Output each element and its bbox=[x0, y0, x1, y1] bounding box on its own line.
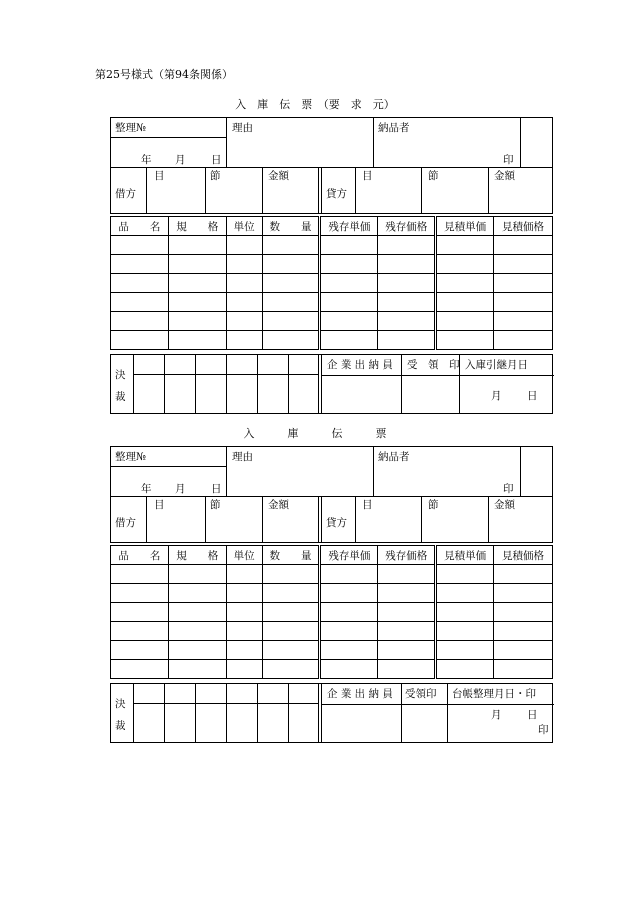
table-row bbox=[111, 584, 553, 603]
item-cell[interactable] bbox=[494, 622, 553, 641]
daicho-seiri-label: 台帳整理月日・印 bbox=[452, 688, 536, 700]
form-number-note: 第25号様式（第94条関係） bbox=[95, 68, 233, 81]
item-cell[interactable] bbox=[111, 603, 169, 622]
table-row bbox=[111, 641, 553, 660]
item-cell[interactable] bbox=[226, 236, 262, 255]
item-cell[interactable] bbox=[320, 331, 378, 350]
item-cell[interactable] bbox=[436, 660, 494, 679]
item-cell[interactable] bbox=[262, 603, 320, 622]
table-row bbox=[111, 622, 553, 641]
nyuko-hikitsugi-label: 入庫引継月日 bbox=[465, 359, 528, 371]
item-cell[interactable] bbox=[168, 293, 226, 312]
kessai-label-bottom: 裁 bbox=[115, 391, 126, 403]
item-cell[interactable] bbox=[378, 641, 436, 660]
item-cell[interactable] bbox=[168, 641, 226, 660]
item-cell[interactable] bbox=[436, 331, 494, 350]
date-year-label: 年 bbox=[141, 483, 152, 495]
item-cell[interactable] bbox=[111, 584, 169, 603]
suitoin-label: 企 業 出 納 員 bbox=[327, 359, 393, 371]
col-suryo: 数 量 bbox=[262, 217, 320, 236]
item-cell[interactable] bbox=[436, 641, 494, 660]
item-cell[interactable] bbox=[378, 584, 436, 603]
item-cell[interactable] bbox=[378, 312, 436, 331]
item-cell[interactable] bbox=[168, 255, 226, 274]
debit-moku-label: 目 bbox=[154, 170, 165, 182]
approval-day-label: 日 bbox=[527, 390, 538, 402]
seiri-no-label: 整理№ bbox=[115, 122, 146, 134]
item-cell[interactable] bbox=[378, 274, 436, 293]
item-cell[interactable] bbox=[436, 274, 494, 293]
item-cell[interactable] bbox=[320, 293, 378, 312]
item-cell[interactable] bbox=[378, 331, 436, 350]
debit-kingaku-label: 金額 bbox=[268, 499, 289, 511]
date-year-label: 年 bbox=[141, 154, 152, 166]
item-cell[interactable] bbox=[262, 641, 320, 660]
item-cell[interactable] bbox=[226, 603, 262, 622]
item-cell[interactable] bbox=[436, 622, 494, 641]
approval-month-label: 月 bbox=[491, 390, 502, 402]
item-cell[interactable] bbox=[378, 236, 436, 255]
item-cell[interactable] bbox=[226, 622, 262, 641]
item-cell[interactable] bbox=[168, 331, 226, 350]
juryoin-label: 受 領 印 bbox=[407, 359, 460, 371]
item-cell[interactable] bbox=[320, 641, 378, 660]
item-cell[interactable] bbox=[111, 236, 169, 255]
form-2-accounts-block bbox=[110, 496, 553, 543]
item-cell[interactable] bbox=[226, 565, 262, 584]
item-cell[interactable] bbox=[436, 293, 494, 312]
item-cell[interactable] bbox=[262, 660, 320, 679]
items-header-row bbox=[111, 217, 553, 236]
table-row bbox=[111, 660, 553, 679]
col-hinmei: 品 名 bbox=[111, 546, 169, 565]
item-cell[interactable] bbox=[226, 293, 262, 312]
item-cell[interactable] bbox=[320, 236, 378, 255]
seal-mark: 印 bbox=[503, 154, 514, 166]
item-cell[interactable] bbox=[262, 293, 320, 312]
item-cell[interactable] bbox=[262, 274, 320, 293]
credit-kingaku-label: 金額 bbox=[494, 170, 515, 182]
form-1-accounts-block bbox=[110, 167, 553, 214]
item-cell[interactable] bbox=[494, 584, 553, 603]
date-month-label: 月 bbox=[175, 483, 186, 495]
juryoin-label: 受領印 bbox=[405, 688, 437, 700]
item-cell[interactable] bbox=[226, 274, 262, 293]
table-row bbox=[111, 331, 553, 350]
item-cell[interactable] bbox=[320, 312, 378, 331]
item-cell[interactable] bbox=[320, 255, 378, 274]
item-cell[interactable] bbox=[111, 622, 169, 641]
table-row bbox=[111, 255, 553, 274]
col-kikaku: 規 格 bbox=[168, 546, 226, 565]
item-cell[interactable] bbox=[111, 293, 169, 312]
col-zanzon-tanka: 残存単価 bbox=[320, 217, 378, 236]
item-cell[interactable] bbox=[436, 312, 494, 331]
item-cell[interactable] bbox=[436, 565, 494, 584]
table-row bbox=[111, 236, 553, 255]
item-cell[interactable] bbox=[262, 584, 320, 603]
item-cell[interactable] bbox=[262, 236, 320, 255]
credit-moku-label: 目 bbox=[362, 499, 373, 511]
table-row bbox=[111, 565, 553, 584]
form-1-approval-block bbox=[110, 354, 553, 414]
credit-label: 貸方 bbox=[326, 517, 347, 529]
item-cell[interactable] bbox=[226, 255, 262, 274]
item-cell[interactable] bbox=[494, 236, 553, 255]
item-cell[interactable] bbox=[226, 641, 262, 660]
item-cell[interactable] bbox=[226, 312, 262, 331]
kessai-label-bottom: 裁 bbox=[115, 720, 126, 732]
table-row bbox=[111, 603, 553, 622]
approval-month-label: 月 bbox=[491, 709, 502, 721]
item-cell[interactable] bbox=[168, 312, 226, 331]
item-cell[interactable] bbox=[320, 565, 378, 584]
item-cell[interactable] bbox=[378, 255, 436, 274]
debit-kingaku-label: 金額 bbox=[268, 170, 289, 182]
item-cell[interactable] bbox=[494, 565, 553, 584]
item-cell[interactable] bbox=[494, 603, 553, 622]
form-1-items-grid bbox=[110, 216, 553, 350]
approval-day-label: 日 bbox=[527, 709, 538, 721]
item-cell[interactable] bbox=[262, 331, 320, 350]
col-kikaku: 規 格 bbox=[168, 217, 226, 236]
item-cell[interactable] bbox=[111, 660, 169, 679]
items-table bbox=[110, 216, 553, 350]
item-cell[interactable] bbox=[494, 312, 553, 331]
item-cell[interactable] bbox=[436, 603, 494, 622]
col-zanzon-kakaku: 残存価格 bbox=[378, 546, 436, 565]
suitoin-label: 企 業 出 納 員 bbox=[327, 688, 393, 700]
item-cell[interactable] bbox=[111, 312, 169, 331]
nohinsha-label: 納品者 bbox=[378, 122, 410, 134]
item-cell[interactable] bbox=[494, 331, 553, 350]
item-cell[interactable] bbox=[226, 660, 262, 679]
credit-kingaku-label: 金額 bbox=[494, 499, 515, 511]
credit-setsu-label: 節 bbox=[428, 499, 439, 511]
item-cell[interactable] bbox=[111, 331, 169, 350]
nohinsha-label: 納品者 bbox=[378, 451, 410, 463]
item-cell[interactable] bbox=[378, 622, 436, 641]
form-1-info-block bbox=[110, 117, 553, 168]
col-hinmei: 品 名 bbox=[111, 217, 169, 236]
form-2-info-block bbox=[110, 446, 553, 497]
item-cell[interactable] bbox=[168, 236, 226, 255]
riyu-label: 理由 bbox=[232, 122, 253, 134]
item-cell[interactable] bbox=[320, 603, 378, 622]
form-2-approval-block bbox=[110, 683, 553, 743]
debit-setsu-label: 節 bbox=[210, 170, 221, 182]
item-cell[interactable] bbox=[262, 255, 320, 274]
date-day-label: 日 bbox=[211, 154, 222, 166]
item-cell[interactable] bbox=[111, 255, 169, 274]
item-cell[interactable] bbox=[494, 660, 553, 679]
col-tani: 単位 bbox=[226, 546, 262, 565]
item-cell[interactable] bbox=[320, 274, 378, 293]
credit-label: 貸方 bbox=[326, 188, 347, 200]
riyu-label: 理由 bbox=[232, 451, 253, 463]
kessai-label-top: 決 bbox=[115, 698, 126, 710]
item-cell[interactable] bbox=[262, 565, 320, 584]
debit-label: 借方 bbox=[115, 188, 136, 200]
date-day-label: 日 bbox=[211, 483, 222, 495]
item-cell[interactable] bbox=[168, 603, 226, 622]
item-cell[interactable] bbox=[378, 603, 436, 622]
col-zanzon-kakaku: 残存価格 bbox=[378, 217, 436, 236]
debit-label: 借方 bbox=[115, 517, 136, 529]
item-cell[interactable] bbox=[262, 312, 320, 331]
col-mitsumori-tanka: 見積単価 bbox=[436, 546, 494, 565]
approval-seal-mark: 印 bbox=[538, 724, 549, 736]
item-cell[interactable] bbox=[168, 622, 226, 641]
debit-setsu-label: 節 bbox=[210, 499, 221, 511]
form-2-items-grid bbox=[110, 545, 553, 679]
credit-moku-label: 目 bbox=[362, 170, 373, 182]
table-row bbox=[111, 293, 553, 312]
item-cell[interactable] bbox=[494, 641, 553, 660]
item-cell[interactable] bbox=[111, 641, 169, 660]
table-row bbox=[111, 274, 553, 293]
seiri-no-label: 整理№ bbox=[115, 451, 146, 463]
item-cell[interactable] bbox=[320, 584, 378, 603]
item-cell[interactable] bbox=[262, 622, 320, 641]
items-header-row bbox=[111, 546, 553, 565]
item-cell[interactable] bbox=[320, 622, 378, 641]
item-cell[interactable] bbox=[436, 255, 494, 274]
col-suryo: 数 量 bbox=[262, 546, 320, 565]
item-cell[interactable] bbox=[168, 660, 226, 679]
item-cell[interactable] bbox=[111, 565, 169, 584]
debit-moku-label: 目 bbox=[154, 499, 165, 511]
date-month-label: 月 bbox=[175, 154, 186, 166]
seal-mark: 印 bbox=[503, 483, 514, 495]
kessai-label-top: 決 bbox=[115, 369, 126, 381]
item-cell[interactable] bbox=[320, 660, 378, 679]
item-cell[interactable] bbox=[378, 565, 436, 584]
col-mitsumori-kakaku: 見積価格 bbox=[494, 546, 553, 565]
item-cell[interactable] bbox=[436, 236, 494, 255]
item-cell[interactable] bbox=[168, 584, 226, 603]
col-tani: 単位 bbox=[226, 217, 262, 236]
item-cell[interactable] bbox=[494, 293, 553, 312]
item-cell[interactable] bbox=[494, 274, 553, 293]
item-cell[interactable] bbox=[226, 331, 262, 350]
item-cell[interactable] bbox=[168, 274, 226, 293]
item-cell[interactable] bbox=[168, 565, 226, 584]
item-cell[interactable] bbox=[436, 584, 494, 603]
item-cell[interactable] bbox=[111, 274, 169, 293]
item-cell[interactable] bbox=[378, 293, 436, 312]
col-mitsumori-kakaku: 見積価格 bbox=[494, 217, 553, 236]
col-mitsumori-tanka: 見積単価 bbox=[436, 217, 494, 236]
col-zanzon-tanka: 残存単価 bbox=[320, 546, 378, 565]
form-2-title: 入 庫 伝 票 bbox=[243, 427, 387, 440]
table-row bbox=[111, 312, 553, 331]
items-table bbox=[110, 545, 553, 679]
credit-setsu-label: 節 bbox=[428, 170, 439, 182]
item-cell[interactable] bbox=[378, 660, 436, 679]
item-cell[interactable] bbox=[226, 584, 262, 603]
item-cell[interactable] bbox=[494, 255, 553, 274]
form-1-title: 入 庫 伝 票 （要 求 元） bbox=[235, 98, 395, 111]
